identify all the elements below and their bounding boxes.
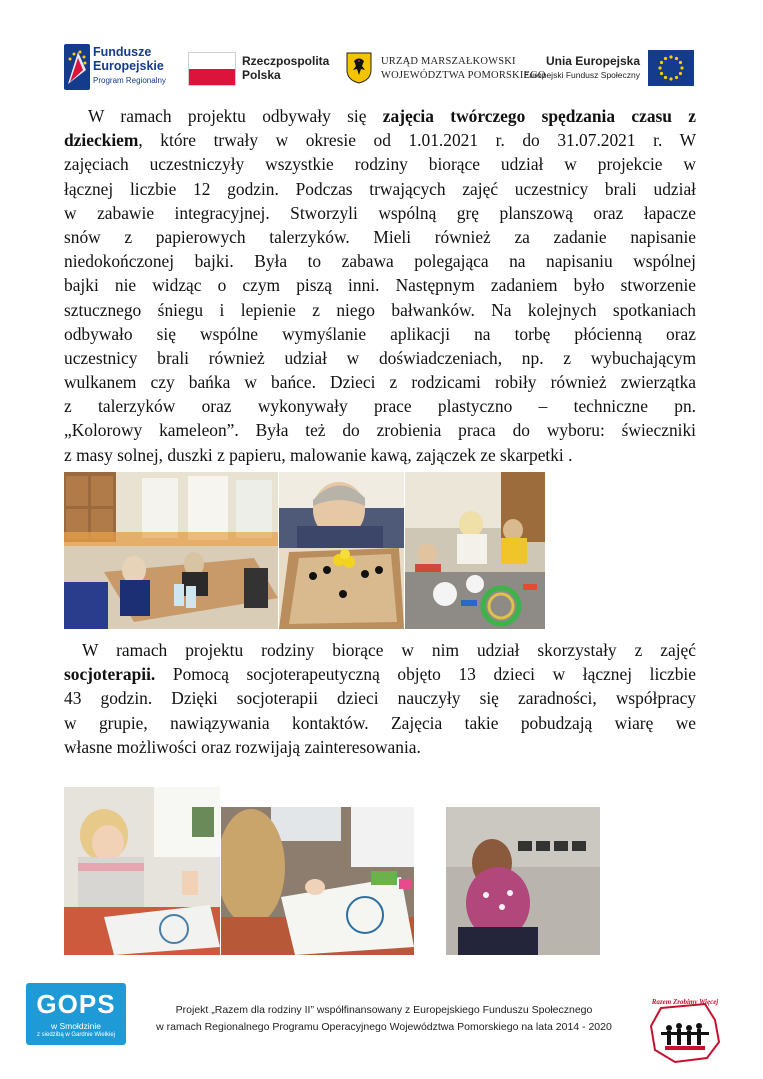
fundusze-europejskie-logo <box>64 44 176 92</box>
gops-logo-name: GOPS <box>36 989 116 1019</box>
text-line: socjoterapii. Pomocą socjoterapeutyczną objęto 13 dzieci w łącznej liczbie <box>64 664 696 685</box>
ue-logo-line1: Unia Europejska <box>545 54 640 68</box>
text-line: sztucznego śniegu i lepienie z niego bałwanków. Na kolejnych spotkaniach <box>64 299 696 320</box>
photo-kids-crafting <box>405 472 545 629</box>
text-line: W ramach projektu odbywały się zajęcia twórczego spędzania czasu z <box>88 106 696 126</box>
text-line: z masy solnej, duszki z papieru, malowanie kawą, zajączek ze skarpetki . <box>64 444 573 465</box>
text-line: bajki nie widząc o czym piszą inni. Następnym zadaniem było stworzenie <box>64 275 696 296</box>
fe-logo-line3: Program Regionalny <box>93 76 166 85</box>
eu-flag-icon <box>648 50 694 86</box>
footer-project-line1: Projekt „Razem dla rodziny II” współfinansowany z Europejskiego Funduszu Społecznego <box>175 1004 593 1016</box>
text-line: łącznej liczbie 12 godzin. Podczas trwających zajęć uczestnicy brali udział <box>64 178 696 199</box>
um-logo-line1: URZĄD MARSZAŁKOWSKI <box>381 56 516 67</box>
text-line: odbywało się wspólne wymyślanie aplikacji na torbę płócienną oraz <box>64 323 696 344</box>
razem-zrobimy-wiecej-logo <box>645 998 725 1066</box>
urzad-marszalkowski-logo <box>346 52 546 92</box>
text-line: zajęciach uczestniczyły wszystkie rodziny biorące udział w projekcie w <box>64 154 696 175</box>
text-line: w grupie, nawiązywania kontaktów. Zajęcia takie pobudzają wiarę we <box>64 712 696 733</box>
pl-logo-line1: Rzeczpospolita <box>242 54 330 68</box>
rzeczpospolita-polska-logo <box>188 52 328 92</box>
razem-logo-title: Razem Zrobimy Więcej <box>651 998 719 1006</box>
polish-flag-icon <box>188 52 236 86</box>
photo-boy-board-game <box>279 472 404 629</box>
text-line: niedokończonej bajki. Była to zabawa polegająca na napisaniu wspólnej <box>64 251 696 272</box>
photo-girl-drawing <box>64 787 220 955</box>
text-line: z talerzyków oraz wykonywały prace plastyczno – techniczne pn. <box>64 396 696 417</box>
ue-logo-line2: Europejski Fundusz Społeczny <box>523 70 640 80</box>
text-line: uczestnicy brali również udział w doświadczeniach, np. z wybuchającym <box>64 347 696 368</box>
photo-girl-worksheet <box>221 807 414 955</box>
fe-logo-line2: Europejskie <box>93 59 164 73</box>
fundusze-europejskie-emblem <box>64 44 90 90</box>
gops-logo-line1: w Smołdzinie <box>50 1021 102 1031</box>
text-line: wulkanem czy bańka w bańce. Dzieci z rodzicami robiły również zwierzątka <box>64 372 696 393</box>
footer-project-line2: w ramach Regionalnego Programu Operacyjnego Województwa Pomorskiego na lata 2014 - 2020 <box>156 1021 612 1033</box>
photo-classroom-table <box>64 472 278 629</box>
text-line: snów z papierowych talerzyków. Mieli również za zadanie napisanie <box>64 226 696 247</box>
text-line: „Kolorowy kameleon”. Była też do zrobienia praca do wyboru: świeczniki <box>64 420 696 441</box>
pomorskie-coat-of-arms-icon <box>346 52 372 84</box>
text-line: 43 godzin. Dzięki socjoterapii dzieci nauczyły się zaradności, współpracy <box>64 688 696 709</box>
pl-logo-line2: Polska <box>242 68 281 82</box>
um-logo-line2: WOJEWÓDZTWA POMORSKIEGO <box>381 70 546 81</box>
gops-logo-line2: z siedzibą w Gardnie Wielkiej <box>36 1032 116 1038</box>
section2-paragraph <box>64 638 696 759</box>
section1-paragraph <box>64 104 696 467</box>
photo-girl-floor-cards <box>446 807 600 955</box>
text-line: własne możliwości oraz rozwijają zainteresowania. <box>64 736 421 757</box>
text-line: w zabawie integracyjnej. Stworzyli wspólną grę planszową oraz łapacze <box>64 202 696 223</box>
gops-logo <box>26 983 126 1045</box>
unia-europejska-logo <box>523 50 698 90</box>
fe-logo-line1: Fundusze <box>93 45 152 59</box>
text-line: dzieckiem, które trwały w okresie od 1.01.2021 r. do 31.07.2021 r. W <box>64 130 696 151</box>
text-line: W ramach projektu rodziny biorące w nim udział skorzystały z zajęć <box>82 640 696 660</box>
